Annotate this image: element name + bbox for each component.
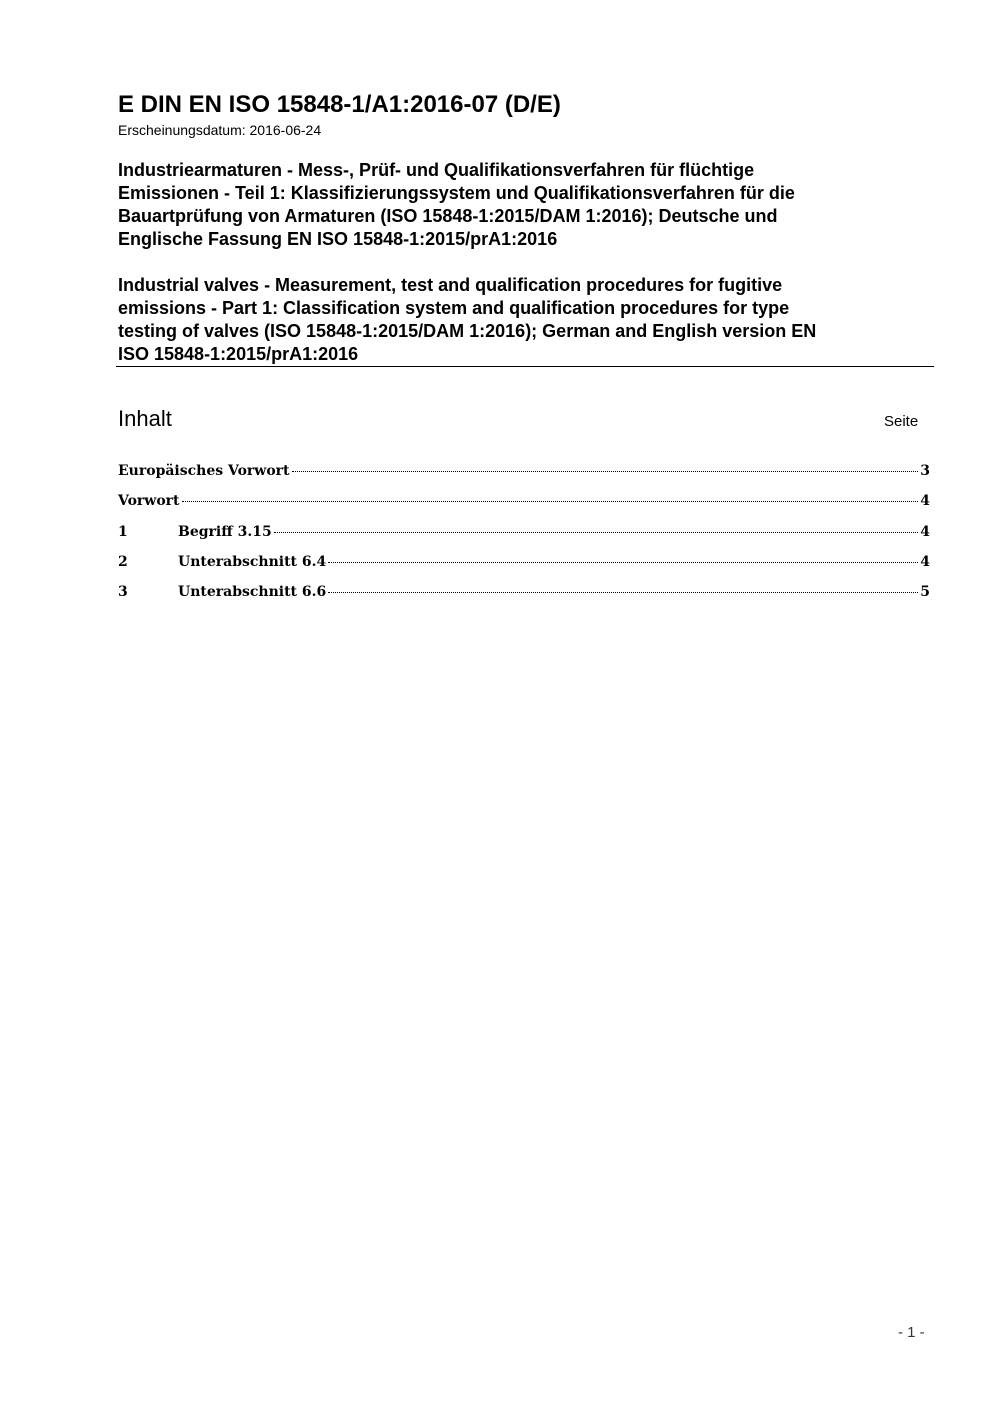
toc-leader-dots bbox=[182, 501, 919, 502]
title-english-line: emissions - Part 1: Classification system and qualification procedures for type bbox=[118, 298, 790, 318]
toc-entry-page: 3 bbox=[920, 463, 930, 479]
toc-entry-number: 1 bbox=[118, 523, 128, 540]
toc-entry[interactable] bbox=[118, 493, 930, 523]
toc-entry-label: Europäisches Vorwort bbox=[118, 463, 290, 479]
toc-entry-label: Unterabschnitt 6.6 bbox=[178, 584, 327, 601]
table-of-contents bbox=[118, 463, 930, 614]
toc-entry-page: 4 bbox=[920, 493, 930, 510]
toc-entry-label: Unterabschnitt 6.4 bbox=[178, 553, 327, 570]
toc-entry[interactable] bbox=[118, 524, 930, 554]
title-german-line: Englische Fassung EN ISO 15848-1:2015/prA1:2016 bbox=[118, 229, 558, 249]
title-english-line: ISO 15848-1:2015/prA1:2016 bbox=[118, 344, 359, 364]
toc-entry-page: 4 bbox=[920, 523, 930, 540]
toc-leader-dots bbox=[274, 532, 919, 533]
title-german bbox=[118, 159, 918, 251]
toc-entry-page: 5 bbox=[920, 584, 930, 601]
title-english-line: Industrial valves - Measurement, test and qualification procedures for fugitive bbox=[118, 275, 783, 295]
toc-entry-label: Vorwort bbox=[118, 493, 180, 510]
toc-entry-page: 4 bbox=[920, 553, 930, 570]
toc-entry[interactable] bbox=[118, 584, 930, 614]
title-german-line: Industriearmaturen - Mess-, Prüf- und Qualifikationsverfahren für flüchtige bbox=[118, 160, 755, 180]
toc-page-label: Seite bbox=[884, 413, 919, 430]
toc-entry-label: Begriff 3.15 bbox=[178, 523, 272, 540]
title-german-line: Bauartprüfung von Armaturen (ISO 15848-1:2015/DAM 1:2016); Deutsche und bbox=[118, 206, 778, 226]
toc-entry-number: 3 bbox=[118, 584, 128, 601]
toc-heading: Inhalt bbox=[118, 406, 172, 431]
toc-leader-dots bbox=[328, 562, 918, 563]
publication-date: Erscheinungsdatum: 2016-06-24 bbox=[118, 122, 322, 138]
header-divider bbox=[116, 366, 934, 367]
toc-leader-dots bbox=[328, 592, 918, 593]
document-id: E DIN EN ISO 15848-1/A1:2016-07 (D/E) bbox=[118, 91, 561, 118]
toc-leader-dots bbox=[292, 471, 919, 472]
toc-entry[interactable] bbox=[118, 463, 930, 493]
toc-entry[interactable] bbox=[118, 554, 930, 584]
page-number: - 1 - bbox=[898, 1324, 925, 1341]
title-english-line: testing of valves (ISO 15848-1:2015/DAM 1:2016); German and English version EN bbox=[118, 321, 817, 341]
title-german-line: Emissionen - Teil 1: Klassifizierungssystem und Qualifikationsverfahren für die bbox=[118, 183, 795, 203]
toc-entry-number: 2 bbox=[118, 553, 128, 570]
title-english bbox=[118, 274, 918, 366]
